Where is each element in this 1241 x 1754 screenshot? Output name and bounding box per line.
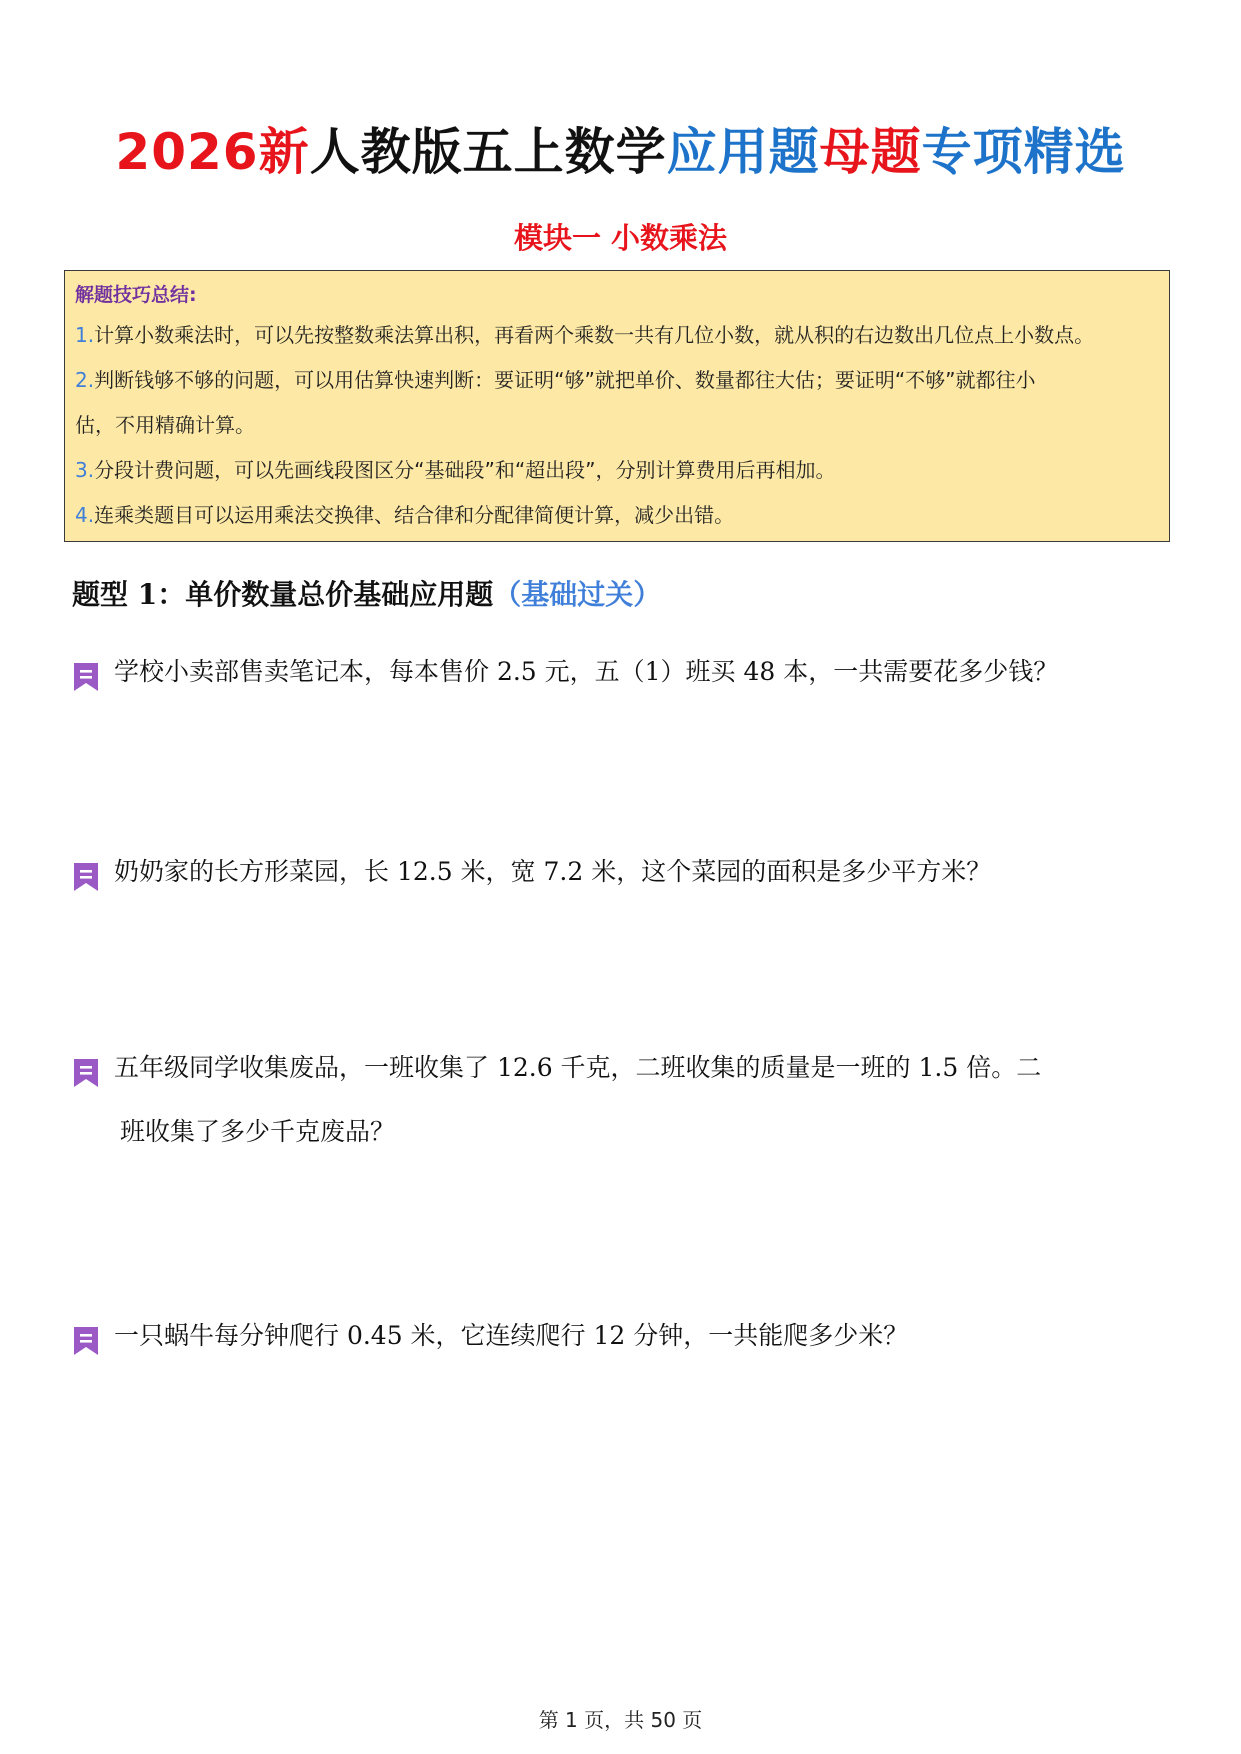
question-item [72, 856, 1172, 904]
bookmark-icon [72, 662, 100, 692]
question-item [72, 656, 1172, 704]
module-title: 模块一 小数乘法 [513, 221, 728, 255]
title-year: 2026新 [115, 123, 310, 181]
title-topic: 应用题 [666, 123, 820, 181]
section-heading [72, 573, 661, 613]
question-text: 学校小卖部售卖笔记本，每本售价 2.5 元，五（1）班买 48 本，一共需要花多少钱？ [114, 657, 1059, 686]
title-highlight: 母题 [819, 123, 922, 181]
tips-box [64, 270, 1170, 542]
tip-number: 4. [75, 503, 95, 527]
title-edition: 人教版五上数学 [309, 123, 667, 181]
section-tag: （基础过关） [493, 578, 662, 611]
question-item [72, 1052, 1172, 1164]
tip-item [75, 448, 1159, 493]
tip-text: 分段计费问题，可以先画线段图区分“基础段”和“超出段”，分别计算费用后再相加。 [94, 458, 836, 482]
tip-text: 判断钱够不够的问题，可以用估算快速判断：要证明“够”就把单价、数量都往大估；要证明“不够”就都往小 [94, 368, 1036, 392]
tip-number: 1. [75, 323, 95, 347]
tip-text-continued: 估，不用精确计算。 [75, 413, 255, 437]
bookmark-icon [72, 1058, 100, 1088]
question-text-continued: 班收集了多少千克废品？ [120, 1117, 396, 1146]
question-text: 一只蜗牛每分钟爬行 0.45 米，它连续爬行 12 分钟，一共能爬多少米？ [114, 1321, 909, 1350]
bookmark-icon [72, 862, 100, 892]
tip-item [75, 313, 1159, 358]
tip-text: 连乘类题目可以运用乘法交换律、结合律和分配律简便计算，减少出错。 [94, 503, 735, 527]
question-item [72, 1320, 1172, 1368]
title-suffix: 专项精选 [921, 123, 1126, 181]
question-text: 奶奶家的长方形菜园，长 12.5 米，宽 7.2 米，这个菜园的面积是多少平方米？ [114, 857, 992, 886]
tips-heading: 解题技巧总结: [75, 284, 197, 306]
page-number: 第 1 页，共 50 页 [538, 1708, 703, 1732]
bookmark-icon [72, 1326, 100, 1356]
tip-text: 计算小数乘法时，可以先按整数乘法算出积，再看两个乘数一共有几位小数，就从积的右边数出几位点上小数点。 [94, 323, 1095, 347]
tip-item [75, 493, 1159, 538]
tip-number: 3. [75, 458, 95, 482]
tip-item [75, 358, 1159, 403]
section-title: 题型 1：单价数量总价基础应用题 [72, 578, 494, 611]
tip-number: 2. [75, 368, 95, 392]
page-title [0, 112, 1241, 184]
question-text: 五年级同学收集废品，一班收集了 12.6 千克，二班收集的质量是一班的 1.5 倍。二 [114, 1053, 1042, 1082]
